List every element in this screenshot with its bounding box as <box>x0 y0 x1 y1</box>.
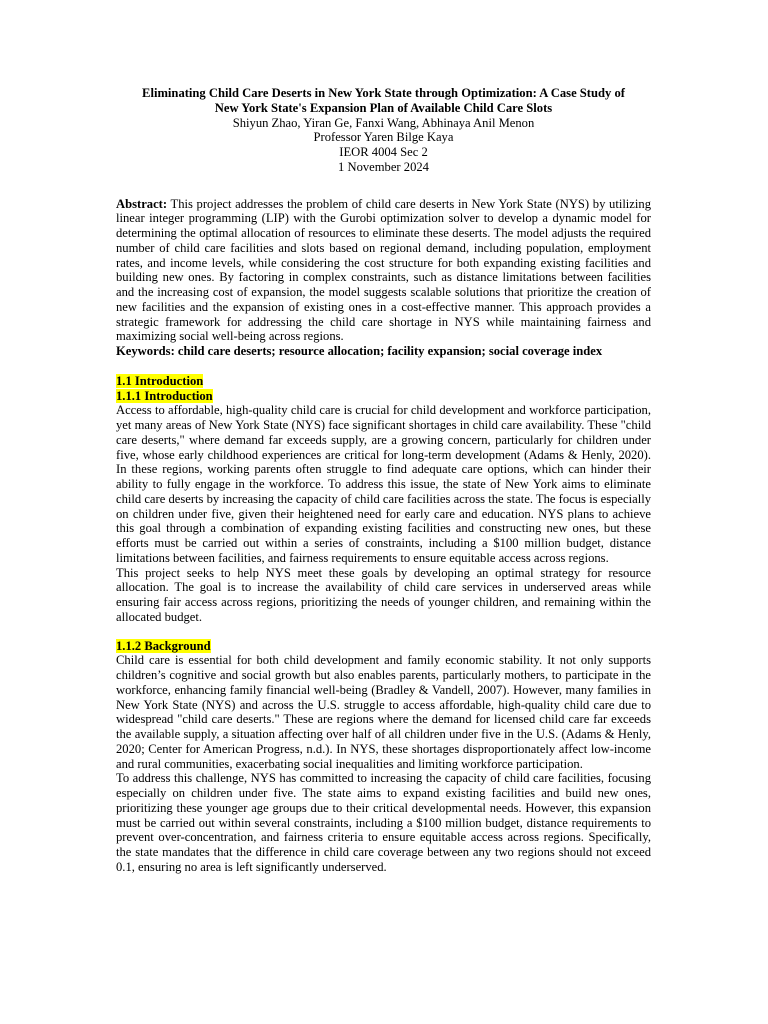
abstract-label: Abstract: <box>116 196 168 211</box>
date: 1 November 2024 <box>338 159 429 174</box>
background-paragraph-1: Child care is essential for both child development and family economic stability. It not only supports children’s cognitive and social growth but also enables parents, particularly mothers, to participate in the workforce, enhancing family financial well-being (Bradley & Vandell, 2007). However, many families in New York State (NYS) and across the U.S. struggle to access affordable, high-quality child care due to widespread "child care deserts." These are regions where the demand for licensed child care far exceeds the available supply, a situation affecting over half of all children under five in the U.S. (Adams & Henly, 2020; Center for American Progress, n.d.). In NYS, these shortages disproportionately affect low-income and rural communities, exacerbating social inequalities and limiting workforce participation. <box>116 653 651 771</box>
section-heading-text: 1.1 Introduction <box>116 373 204 388</box>
professor: Professor Yaren Bilge Kaya <box>313 130 454 145</box>
abstract-text: This project addresses the problem of child care deserts in New York State (NYS) by utilizing linear integer programming (LIP) with the Gurobi optimization solver to develop a dynamic model for determining the optimal allocation of resources to eliminate these deserts. The model adjusts the required number of child care facilities and slots based on regional demand, including population, employment rates, and income levels, while considering the cost structure for both expanding existing facilities and building new ones. By factoring in complex constraints, such as distance limitations between facilities and the increasing cost of expansion, the model suggests scalable solutions that prioritize the creation of new facilities and the expansion of existing ones in a cost-effective manner. This approach provides a strategic framework for addressing the child care shortage in NYS while maintaining fairness and maximizing social well-being across regions. <box>116 196 651 344</box>
subsection-heading-background <box>116 639 651 654</box>
introduction-paragraph-2: This project seeks to help NYS meet these goals by developing an optimal strategy for resource allocation. The goal is to increase the availability of child care services in underserved areas while ensuring fair access across regions, prioritizing the needs of younger children, and remaining within the allocated budget. <box>116 565 651 624</box>
title-block <box>116 86 651 175</box>
abstract <box>116 197 651 345</box>
background-paragraph-2: To address this challenge, NYS has committed to increasing the capacity of child care facilities, focusing especially on children under five. The state aims to expand existing facilities and build new ones, prioritizing these younger age groups due to their critical developmental needs. However, this expansion must be carried out within several constraints, including a $100 million budget, distance requirements to prevent over-concentration, and fairness criteria to ensure equitable access across regions. Specifically, the state mandates that the difference in child care coverage between any two regions should not exceed 0.1, ensuring no area is left significantly underserved. <box>116 771 651 874</box>
subsection-heading-background-text: 1.1.2 Background <box>116 638 211 653</box>
section-heading-introduction <box>116 374 651 389</box>
subsection-heading-introduction <box>116 389 651 404</box>
introduction-paragraph-1: Access to affordable, high-quality child care is crucial for child development and workforce participation, yet many areas of New York State (NYS) face significant shortages in child care availability. These "child care deserts," where demand far exceeds supply, are a growing concern, particularly for children under five, whose early childhood experiences are critical for long-term development (Adams & Henly, 2020). In these regions, working parents often struggle to find adequate care options, which can hinder their ability to fully engage in the workforce. To address this issue, the state of New York aims to eliminate child care deserts by increasing the capacity of child care facilities across the state. The focus is especially on children under five, given their heightened need for early care and education. NYS plans to achieve this goal through a combination of expanding existing facilities and constructing new ones, but these efforts must be carried out within a series of constraints, including a $100 million budget, distance limitations between facilities, and fairness requirements to ensure equitable access across regions. <box>116 403 651 565</box>
paper-page <box>116 86 651 875</box>
course: IEOR 4004 Sec 2 <box>339 145 428 159</box>
paper-title-line-2: New York State's Expansion Plan of Available Child Care Slots <box>214 100 553 115</box>
keywords: Keywords: child care deserts; resource allocation; facility expansion; social coverage index <box>116 344 603 358</box>
subsection-heading-text: 1.1.1 Introduction <box>116 388 213 403</box>
paper-title-line-1: Eliminating Child Care Deserts in New York State through Optimization: A Case Study of <box>142 86 625 100</box>
authors: Shiyun Zhao, Yiran Ge, Fanxi Wang, Abhinaya Anil Menon <box>232 115 535 130</box>
